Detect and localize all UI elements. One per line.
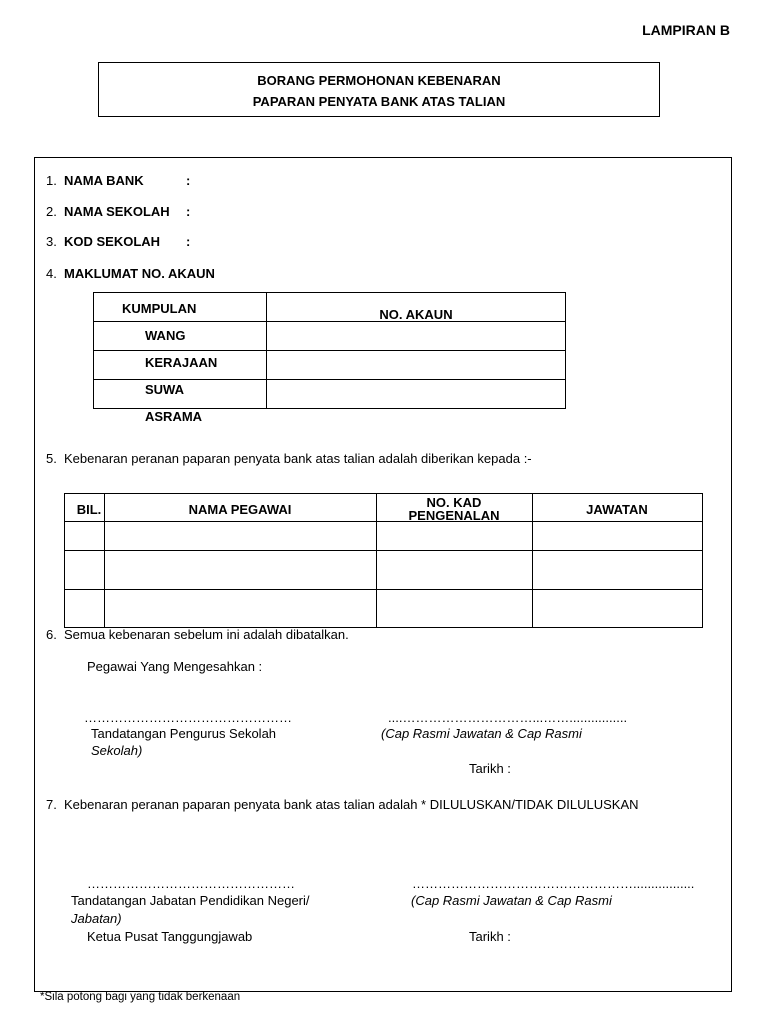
tarikh-label: Tarikh : [469,929,511,944]
tandatangan-pengurus-label: Tandatangan Pengurus Sekolah [91,726,277,741]
nama-sekolah-colon: : [186,204,191,219]
form-title-line2: PAPARAN PENYATA BANK ATAS TALIAN [252,94,506,109]
kumpulan-header: KUMPULAN [122,301,197,316]
signature-line-left: ………………………………………… [87,876,295,891]
item-7-text: Kebenaran peranan paparan penyata bank atas talian adalah * DILULUSKAN/TIDAK DILULUSKAN [64,797,639,812]
item-5-text: Kebenaran peranan paparan penyata bank atas talian adalah diberikan kepada :- [64,451,532,466]
jawatan-header: JAWATAN [586,502,648,517]
nama-sekolah-label: NAMA SEKOLAH [64,204,170,219]
item-2-number: 2. [46,204,57,219]
item-6-number: 6. [46,627,57,642]
form-title-line1: BORANG PERMOHONAN KEBENARAN [257,73,501,88]
item-4-number: 4. [46,266,57,281]
tandatangan-jabatan-label: Tandatangan Jabatan Pendidikan Negeri/ [71,893,310,908]
nama-bank-colon: : [186,173,191,188]
nama-pegawai-header: NAMA PEGAWAI [188,502,292,517]
bil-header: BIL. [76,502,102,517]
kumpulan-row: ASRAMA [145,409,203,424]
cap-rasmi-label: (Cap Rasmi Jawatan & Cap Rasmi [411,893,612,908]
cap-rasmi-label: (Cap Rasmi Jawatan & Cap Rasmi [381,726,582,741]
pegawai-mengesahkan-label: Pegawai Yang Mengesahkan : [87,659,263,674]
stamp-line-right: ……………………………………………................. [412,876,695,891]
jabatan-label: Jabatan) [71,911,122,926]
no-akaun-header: NO. AKAUN [379,307,453,322]
pengenalan-header: PENGENALAN [408,508,500,523]
signature-line-left: ………………………………………… [84,710,292,725]
kumpulan-row: WANG [145,328,186,343]
tarikh-label: Tarikh : [469,761,511,776]
no-kad-header: NO. KAD [426,495,482,510]
kod-sekolah-colon: : [186,234,191,249]
kumpulan-row: SUWA [145,382,184,397]
item-1-number: 1. [46,173,57,188]
kumpulan-row: KERAJAAN [145,355,218,370]
sekolah-label: Sekolah) [91,743,143,758]
nama-bank-label: NAMA BANK [64,173,144,188]
title-box [98,62,660,117]
ketua-pusat-label: Ketua Pusat Tanggungjawab [87,929,253,944]
item-7-number: 7. [46,797,57,812]
stamp-line-right: ....…………………………...……................ [388,710,628,725]
item-6-text: Semua kebenaran sebelum ini adalah dibatalkan. [64,627,349,642]
maklumat-akaun-label: MAKLUMAT NO. AKAUN [64,266,215,281]
form-body [34,157,732,992]
footnote: *Sila potong bagi yang tidak berkenaan [40,991,241,1003]
item-3-number: 3. [46,234,57,249]
lampiran-label: LAMPIRAN B [642,22,730,38]
item-5-number: 5. [46,451,57,466]
kod-sekolah-label: KOD SEKOLAH [64,234,161,249]
